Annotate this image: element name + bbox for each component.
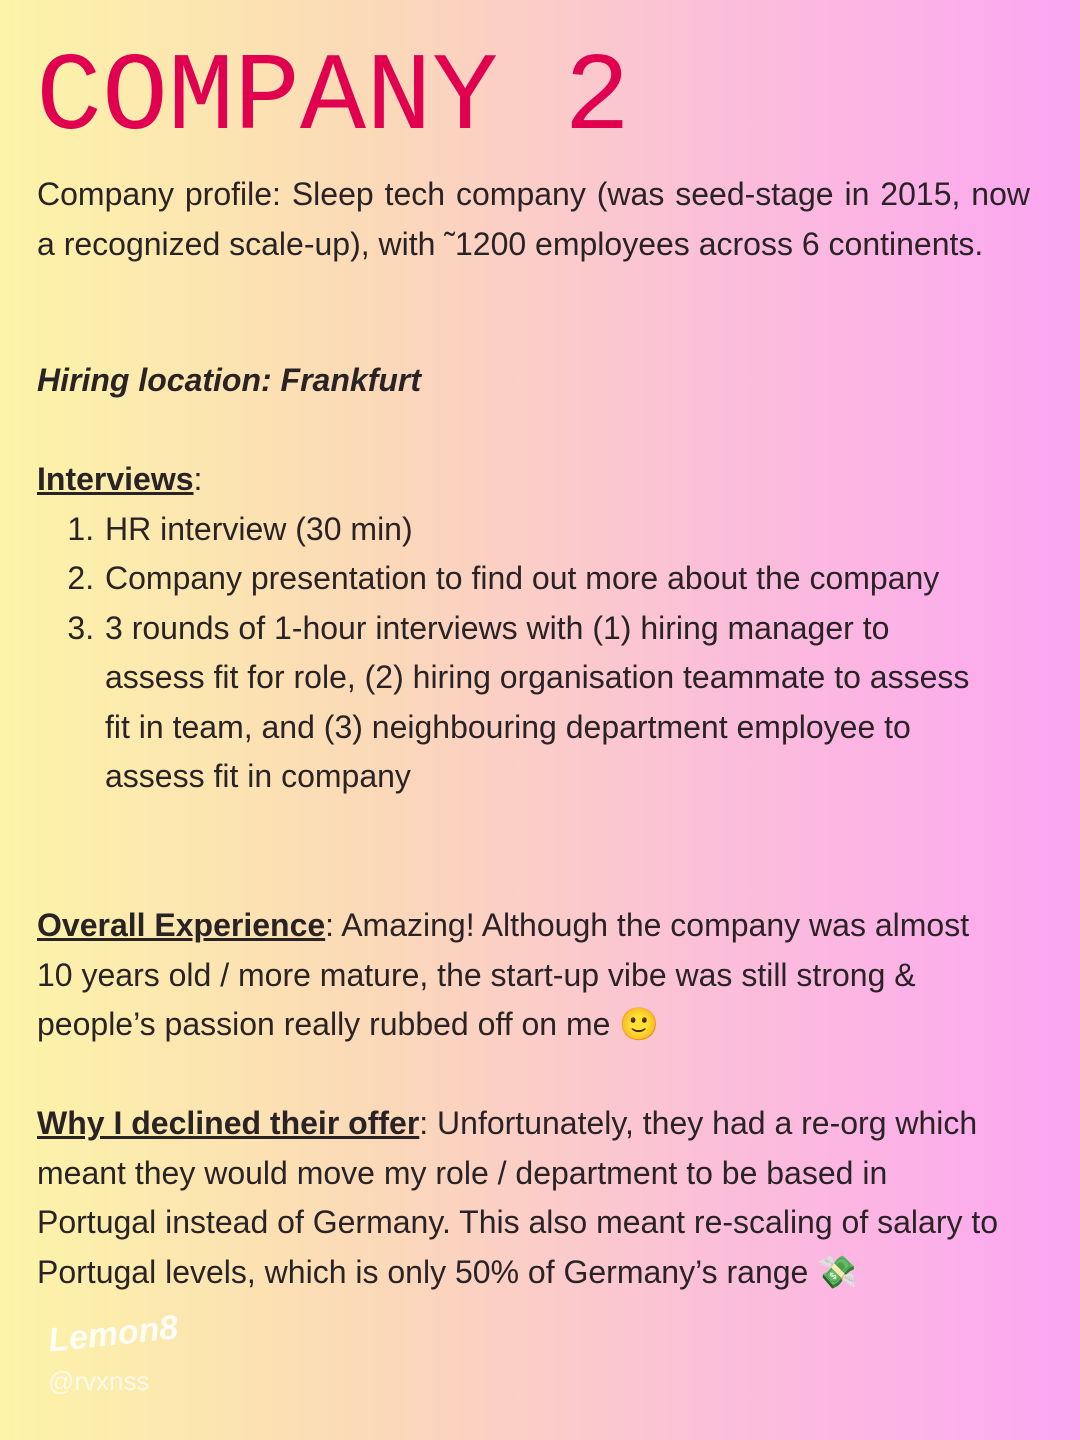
interview-list: [37, 505, 973, 802]
company-profile: Company profile: Sleep tech company (was seed-stage in 2015, now a recognized scale-up), with ˜1200 employees across 6 continents.: [37, 176, 1030, 262]
overall-text: : Amazing! Although the company was almost 10 years old / more mature, the start-up vibe was still strong & people’s passion really rubbed off on me 🙂: [37, 907, 970, 1042]
watermark-logo: Lemon8: [46, 1308, 180, 1360]
overall-heading: Overall Experience: [37, 907, 326, 943]
hiring-location: Hiring location: Frankfurt: [37, 362, 421, 398]
list-item: 2. Company presentation to find out more about the company: [103, 554, 973, 604]
declined-reason: [37, 1099, 1012, 1297]
overall-experience: [37, 901, 1012, 1050]
interviews-heading: Interviews: [37, 461, 194, 497]
declined-text: : Unfortunately, they had a re-org which meant they would move my role / department to be based in Portugal instead of Germany. This also meant re-scaling of salary to Portugal levels, which is only 50% of Germany’s range 💸: [37, 1105, 999, 1290]
list-item: 1. HR interview (30 min): [103, 505, 973, 555]
colon: :: [193, 461, 203, 497]
watermark-handle: @rvxnss: [48, 1366, 150, 1396]
list-item: 3. 3 rounds of 1-hour interviews with (1) hiring manager to assess fit for role, (2) hiring organisation teammate to assess fit in team, and (3) neighbouring department employee to assess fit in company: [103, 604, 973, 802]
interviews-section: [37, 455, 1030, 802]
declined-heading: Why I declined their offer: [37, 1105, 420, 1141]
page-title: COMPANY 2: [36, 37, 631, 162]
